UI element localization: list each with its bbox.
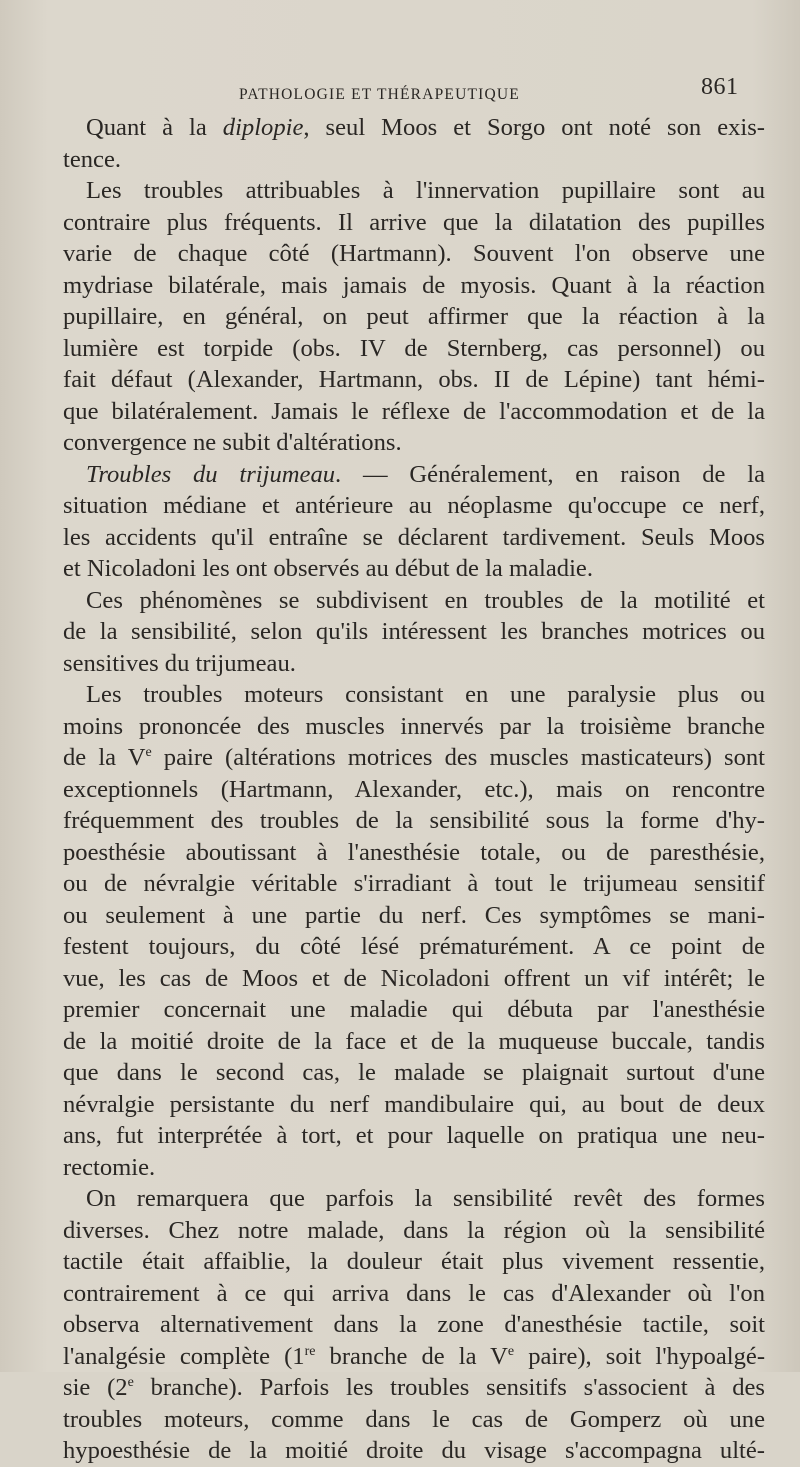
text-line: contrairement à ce qui arriva dans le cas d'Alexander où l'on <box>63 1279 765 1307</box>
text-line: ans, fut interprétée à tort, et pour laquelle on pratiqua une neu- <box>63 1122 765 1149</box>
text-line: situation médiane et antérieure au néoplasme qu'occupe ce nerf, <box>63 492 765 519</box>
text-line: Les troubles attribuables à l'innervation pupillaire sont au <box>86 177 765 204</box>
superscript: e <box>507 1343 515 1359</box>
text-line: On remarquera que parfois la sensibilité revêt des formes <box>86 1185 765 1212</box>
text-run: sie (2 <box>63 1374 128 1401</box>
italic-run: Troubles du trijumeau <box>86 460 336 488</box>
page-header <box>0 72 800 112</box>
text-line: ou de névralgie véritable s'irradiant à tout le trijumeau sensitif <box>63 870 765 897</box>
text-line <box>63 459 765 491</box>
text-run: , seul Moos et Sorgo ont noté son exis- <box>303 114 765 141</box>
text-line: troubles moteurs, comme dans le cas de Gomperz où une <box>63 1405 765 1433</box>
text-line: les accidents qu'il entraîne se déclarent tardivement. Seuls Moos <box>63 523 765 551</box>
text-line: que bilatéralement. Jamais le réflexe de l'accommodation et de la <box>63 397 765 425</box>
text-run: . — Généralement, en raison de la <box>335 460 765 488</box>
text-line: Les troubles moteurs consistant en une paralysie plus ou <box>86 681 765 708</box>
text-line: hypoesthésie de la moitié droite du visage s'accompagna ulté- <box>63 1437 765 1464</box>
text-line: poesthésie aboutissant à l'anesthésie totale, ou de paresthésie, <box>63 838 765 866</box>
text-run: paire (altérations motrices des muscles masticateurs) sont <box>151 744 765 771</box>
text-line: diverses. Chez notre malade, dans la région où la sensibilité <box>63 1216 765 1244</box>
text-line <box>63 1372 765 1404</box>
text-line: tactile était affaiblie, la douleur était plus vivement ressentie, <box>63 1248 765 1275</box>
text-line: convergence ne subit d'altérations. <box>63 429 402 456</box>
text-line: observa alternativement dans la zone d'anesthésie tactile, soit <box>63 1311 765 1338</box>
text-line: rectomie. <box>63 1153 156 1181</box>
text-run: branche de la V <box>315 1342 508 1370</box>
text-line: fait défaut (Alexander, Hartmann, obs. II de Lépine) tant hémi- <box>63 366 765 393</box>
text-line <box>63 1341 765 1373</box>
text-line: fréquemment des troubles de la sensibilité sous la forme d'hy- <box>63 807 765 834</box>
text-line: pupillaire, en général, on peut affirmer que la réaction à la <box>63 303 765 330</box>
text-line <box>63 112 765 144</box>
text-line: et Nicoladoni les ont observés au début de la maladie. <box>63 555 593 582</box>
text-run: de la V <box>63 744 146 771</box>
superscript: e <box>127 1375 134 1390</box>
text-line <box>63 742 765 774</box>
text-line: contraire plus fréquents. Il arrive que la dilatation des pupilles <box>63 208 765 236</box>
text-line: que dans le second cas, le malade se plaignait surtout d'une <box>63 1059 765 1086</box>
text-run: Quant à la <box>86 114 223 141</box>
text-line: moins prononcée des muscles innervés par la troisième branche <box>63 712 765 740</box>
page-body-text <box>63 112 765 1467</box>
text-line: de la sensibilité, selon qu'ils intéressent les branches motrices ou <box>63 618 765 645</box>
text-run: paire), soit l'hypoalgé- <box>514 1342 766 1370</box>
text-line: ou seulement à une partie du nerf. Ces symptômes se mani- <box>63 901 765 929</box>
text-line: exceptionnels (Hartmann, Alexander, etc.), mais on rencontre <box>63 775 765 803</box>
page-number: 861 <box>701 74 739 100</box>
text-line: de la moitié droite de la face et de la muqueuse buccale, tandis <box>63 1027 765 1055</box>
text-run: l'analgésie complète (1 <box>63 1342 305 1370</box>
text-line: varie de chaque côté (Hartmann). Souvent l'on observe une <box>63 240 765 267</box>
running-title: PATHOLOGIE ET THÉRAPEUTIQUE <box>239 86 520 103</box>
text-line: sensitives du trijumeau. <box>63 649 296 677</box>
italic-run: diplopie <box>222 114 304 141</box>
text-line: vue, les cas de Moos et de Nicoladoni offrent un vif intérêt; le <box>63 964 765 992</box>
text-line: névralgie persistante du nerf mandibulaire qui, au bout de deux <box>63 1090 765 1118</box>
text-line: premier concernait une maladie qui débuta par l'anesthésie <box>63 996 765 1023</box>
text-line: tence. <box>63 145 122 173</box>
text-line: Ces phénomènes se subdivisent en troubles de la motilité et <box>86 586 765 614</box>
text-run: branche). Parfois les troubles sensitifs s'associent à des <box>133 1374 765 1401</box>
text-line: lumière est torpide (obs. IV de Sternberg, cas personnel) ou <box>63 334 765 362</box>
superscript: re <box>304 1343 316 1359</box>
text-line: mydriase bilatérale, mais jamais de myosis. Quant à la réaction <box>63 271 765 299</box>
text-line: festent toujours, du côté lésé prématurément. A ce point de <box>63 933 765 960</box>
superscript: e <box>145 745 152 760</box>
